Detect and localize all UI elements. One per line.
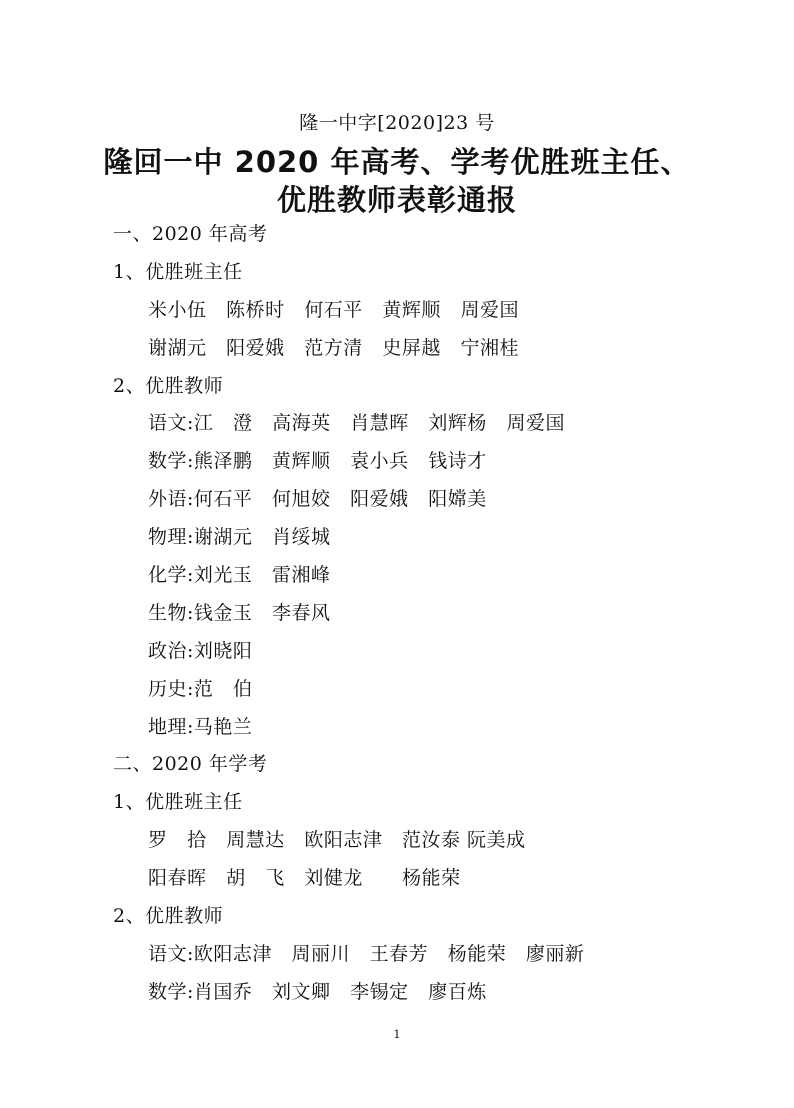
section-1-head-teachers-row-2: 谢湖元 阳爱娥 范方清 史屏越 宁湘桂 xyxy=(148,336,519,359)
document-body xyxy=(113,220,754,1016)
section-2-math-teachers: 数学:肖国乔 刘文卿 李锡定 廖百炼 xyxy=(148,980,487,1003)
section-1-math-teachers: 数学:熊泽鹏 黄辉顺 袁小兵 钱诗才 xyxy=(148,450,487,473)
section-1-biology-teachers: 生物:钱金玉 李春风 xyxy=(148,601,331,624)
section-2-head-teachers-row-2: 阳春晖 胡 飞 刘健龙 杨能荣 xyxy=(148,867,461,890)
section-2-heading: 二、2020 年学考 xyxy=(113,753,268,776)
section-1-heading: 一、2020 年高考 xyxy=(113,223,268,245)
section-1-chinese-teachers: 语文:江 澄 高海英 肖慧晖 刘辉杨 周爱国 xyxy=(148,412,565,435)
section-1-chemistry-teachers: 化学:刘光玉 雷湘峰 xyxy=(148,564,331,587)
title-line-2: 优胜教师表彰通报 xyxy=(276,183,517,217)
section-2-subheading-teachers: 2、优胜教师 xyxy=(113,905,224,928)
document-number: 隆一中字[2020]23 号 xyxy=(299,112,495,134)
title-line-1: 隆回一中 2020 年高考、学考优胜班主任、 xyxy=(103,145,691,179)
section-1-geography-teachers: 地理:马艳兰 xyxy=(148,715,253,738)
section-2-subheading-head-teachers: 1、优胜班主任 xyxy=(113,791,243,814)
section-1-subheading-head-teachers: 1、优胜班主任 xyxy=(113,260,243,283)
section-1-head-teachers-row-1: 米小伍 陈桥时 何石平 黄辉顺 周爱国 xyxy=(148,298,519,321)
section-2-head-teachers-row-1: 罗 拾 周慧达 欧阳志津 范汝泰 阮美成 xyxy=(148,829,526,852)
section-1-politics-teachers: 政治:刘晓阳 xyxy=(148,639,253,662)
section-2-chinese-teachers: 语文:欧阳志津 周丽川 王春芳 杨能荣 廖丽新 xyxy=(148,942,585,965)
section-1-physics-teachers: 物理:谢湖元 肖绥城 xyxy=(148,526,331,549)
section-1-subheading-teachers: 2、优胜教师 xyxy=(113,374,224,397)
section-1-history-teachers: 历史:范 伯 xyxy=(148,677,253,700)
page-number: 1 xyxy=(393,1028,401,1041)
section-1-foreign-language-teachers: 外语:何石平 何旭姣 阳爱娥 阳嫦美 xyxy=(148,488,487,511)
